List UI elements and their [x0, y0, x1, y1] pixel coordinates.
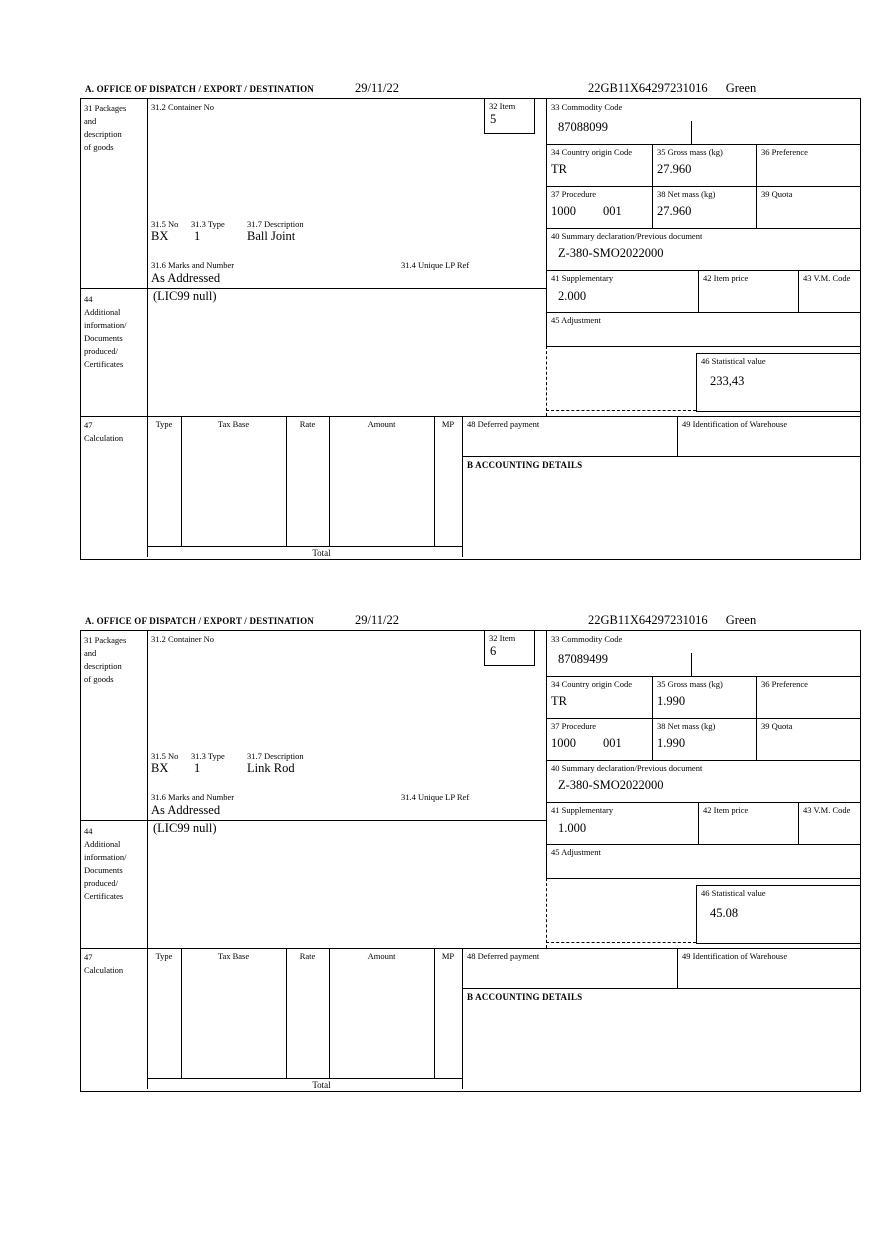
- box34-35-divider: [652, 676, 653, 760]
- box47-label-line: Calculation: [84, 433, 124, 443]
- left-column-divider: [147, 99, 148, 557]
- summary-declaration-label: 40 Summary declaration/Previous document: [551, 763, 703, 773]
- marks-label: 31.6 Marks and Number: [151, 260, 235, 270]
- gross-mass-value: 27.960: [657, 162, 692, 176]
- supplementary-label: 41 Supplementary: [551, 805, 614, 815]
- description-label: 31.7 Description: [247, 219, 304, 229]
- box33-bottom-line: [546, 676, 860, 677]
- box42-43-divider: [798, 270, 799, 312]
- box47-label-line: 47: [84, 420, 93, 430]
- box40-bottom-line: [546, 802, 860, 803]
- table-header-mp: MP: [441, 951, 455, 961]
- box44-label-line: produced/: [84, 346, 118, 356]
- box35-36-divider: [756, 676, 757, 760]
- right-column-divider: [546, 99, 547, 346]
- table-right-border: [462, 948, 463, 1089]
- table-col-divider: [329, 416, 330, 546]
- box44-label: [84, 825, 127, 903]
- mrn-number: 22GB11X64297231016: [588, 613, 708, 627]
- statistical-value: 233,43: [710, 374, 745, 388]
- box47-top-line: [81, 416, 860, 417]
- commodity-code-value: 87089499: [558, 652, 608, 666]
- box31-label-line: 31 Packages: [84, 103, 127, 113]
- box48-bottom-line: [462, 988, 860, 989]
- table-header-mp: MP: [441, 419, 455, 429]
- table-header-amount: Amount: [367, 419, 396, 429]
- package-no-label: 31.5 No: [151, 219, 179, 229]
- box41-42-divider: [698, 802, 699, 844]
- right-column-dashed-divider: [546, 878, 547, 948]
- adjustment-label: 45 Adjustment: [551, 315, 601, 325]
- box44-label-line: produced/: [84, 878, 118, 888]
- procedure-code-value: 1000: [551, 736, 576, 750]
- box31-label-line: and: [84, 116, 97, 126]
- package-code-value: BX: [151, 229, 169, 243]
- box44-top-line: [81, 288, 546, 289]
- goods-description-value: Ball Joint: [247, 229, 296, 243]
- box34-bottom-line: [546, 718, 860, 719]
- preference-label: 36 Preference: [761, 679, 808, 689]
- supplementary-value: 2.000: [558, 289, 587, 303]
- box47-label: [84, 419, 123, 445]
- deferred-payment-label: 48 Deferred payment: [467, 951, 540, 961]
- box44-label-line: information/: [84, 320, 127, 330]
- table-total-label: Total: [312, 548, 331, 558]
- box44-label-line: Documents: [84, 333, 123, 343]
- box31-label-line: description: [84, 129, 122, 139]
- dispatch-date: 29/11/22: [355, 81, 399, 95]
- box44-label-line: Additional: [84, 839, 121, 849]
- box47-label-line: 47: [84, 952, 93, 962]
- box44-label-line: Documents: [84, 865, 123, 875]
- table-header-tax-base: Tax Base: [217, 951, 250, 961]
- warehouse-id-label: 49 Identification of Warehouse: [682, 951, 788, 961]
- unique-lp-ref-label: 31.4 Unique LP Ref: [401, 792, 470, 802]
- box44-label-line: Additional: [84, 307, 121, 317]
- summary-declaration-value: Z-380-SMO2022000: [558, 246, 664, 260]
- table-total-line: [147, 546, 462, 547]
- procedure-code-2-value: 001: [603, 204, 622, 218]
- procedure-label: 37 Procedure: [551, 189, 597, 199]
- dashed-line: [546, 942, 696, 943]
- item-number-value: 6: [490, 644, 497, 658]
- box31-label-line: and: [84, 648, 97, 658]
- box48-49-divider: [677, 416, 678, 456]
- table-col-divider: [286, 416, 287, 546]
- table-right-border: [462, 416, 463, 557]
- table-col-divider: [181, 416, 182, 546]
- box46-statistical-value: [696, 885, 861, 944]
- box31-label: [84, 102, 126, 154]
- preference-label: 36 Preference: [761, 147, 808, 157]
- mrn-number: 22GB11X64297231016: [588, 81, 708, 95]
- unique-lp-ref-label: 31.4 Unique LP Ref: [401, 260, 470, 270]
- net-mass-label: 38 Net mass (kg): [657, 721, 716, 731]
- table-header-rate: Rate: [299, 419, 316, 429]
- table-col-divider: [434, 416, 435, 546]
- item-number-value: 5: [490, 112, 497, 126]
- additional-information-value: (LIC99 null): [153, 289, 217, 303]
- statistical-value-label: 46 Statistical value: [701, 888, 766, 898]
- adjustment-label: 45 Adjustment: [551, 847, 601, 857]
- table-col-divider: [181, 948, 182, 1078]
- box41-bottom-line: [546, 844, 860, 845]
- quota-label: 39 Quota: [761, 721, 793, 731]
- supplementary-value: 1.000: [558, 821, 587, 835]
- country-origin-label: 34 Country origin Code: [551, 679, 632, 689]
- box47-label: [84, 951, 123, 977]
- box33-bottom-line: [546, 144, 860, 145]
- box34-35-divider: [652, 144, 653, 228]
- item-label: 32 Item: [489, 633, 516, 643]
- box31-label-line: of goods: [84, 142, 114, 152]
- box44-label-line: information/: [84, 852, 127, 862]
- form-grid: [80, 630, 861, 1092]
- box35-36-divider: [756, 144, 757, 228]
- dashed-line: [546, 410, 696, 411]
- package-type-label: 31.3 Type: [191, 219, 225, 229]
- table-header-type: Type: [155, 951, 173, 961]
- section-b-title: B ACCOUNTING DETAILS: [467, 992, 583, 1002]
- box41-42-divider: [698, 270, 699, 312]
- gross-mass-value: 1.990: [657, 694, 686, 708]
- statistical-value: 45.08: [710, 906, 739, 920]
- box31-label-line: 31 Packages: [84, 635, 127, 645]
- box44-label: [84, 293, 127, 371]
- box44-label-line: Certificates: [84, 359, 124, 369]
- section-b-title: B ACCOUNTING DETAILS: [467, 460, 583, 470]
- country-origin-value: TR: [551, 694, 567, 708]
- summary-declaration-value: Z-380-SMO2022000: [558, 778, 664, 792]
- procedure-label: 37 Procedure: [551, 721, 597, 731]
- table-total-label: Total: [312, 1080, 331, 1090]
- box47-top-line: [81, 948, 860, 949]
- country-origin-label: 34 Country origin Code: [551, 147, 632, 157]
- box32-item: [484, 631, 535, 666]
- goods-description-value: Link Rod: [247, 761, 295, 775]
- box45-bottom-line: [546, 346, 860, 347]
- table-col-divider: [286, 948, 287, 1078]
- box40-bottom-line: [546, 270, 860, 271]
- net-mass-value: 27.960: [657, 204, 692, 218]
- table-header-amount: Amount: [367, 951, 396, 961]
- marks-value: As Addressed: [151, 803, 221, 817]
- box48-bottom-line: [462, 456, 860, 457]
- commodity-code-label: 33 Commodity Code: [551, 102, 623, 112]
- right-column-divider: [546, 631, 547, 878]
- item-price-label: 42 Item price: [703, 273, 749, 283]
- marks-label: 31.6 Marks and Number: [151, 792, 235, 802]
- box34-bottom-line: [546, 186, 860, 187]
- box31-label-line: of goods: [84, 674, 114, 684]
- declaration-reference: [588, 613, 756, 628]
- box32-item: [484, 99, 535, 134]
- warehouse-id-label: 49 Identification of Warehouse: [682, 419, 788, 429]
- section-a-title: A. OFFICE OF DISPATCH / EXPORT / DESTINATION: [85, 616, 315, 626]
- supplementary-label: 41 Supplementary: [551, 273, 614, 283]
- procedure-code-2-value: 001: [603, 736, 622, 750]
- box31-label-line: description: [84, 661, 122, 671]
- box46-statistical-value: [696, 353, 861, 412]
- container-no-label: 31.2 Container No: [151, 634, 215, 644]
- package-type-label: 31.3 Type: [191, 751, 225, 761]
- package-type-value: 1: [194, 761, 201, 775]
- table-col-divider: [434, 948, 435, 1078]
- box37-bottom-line: [546, 760, 860, 761]
- box44-label-line: Certificates: [84, 891, 124, 901]
- table-header-rate: Rate: [299, 951, 316, 961]
- vm-code-label: 43 V.M. Code: [803, 273, 851, 283]
- additional-information-value: (LIC99 null): [153, 821, 217, 835]
- table-header-tax-base: Tax Base: [217, 419, 250, 429]
- box37-bottom-line: [546, 228, 860, 229]
- form-grid: [80, 98, 861, 560]
- deferred-payment-label: 48 Deferred payment: [467, 419, 540, 429]
- box42-43-divider: [798, 802, 799, 844]
- table-header-type: Type: [155, 419, 173, 429]
- left-column-divider: [147, 631, 148, 1089]
- box31-label: [84, 634, 126, 686]
- item-label: 32 Item: [489, 101, 516, 111]
- route-status: Green: [725, 613, 757, 627]
- summary-declaration-label: 40 Summary declaration/Previous document: [551, 231, 703, 241]
- table-total-line: [147, 1078, 462, 1079]
- container-no-label: 31.2 Container No: [151, 102, 215, 112]
- net-mass-value: 1.990: [657, 736, 686, 750]
- package-no-label: 31.5 No: [151, 751, 179, 761]
- procedure-code-value: 1000: [551, 204, 576, 218]
- package-type-value: 1: [194, 229, 201, 243]
- description-label: 31.7 Description: [247, 751, 304, 761]
- route-status: Green: [725, 81, 757, 95]
- box48-49-divider: [677, 948, 678, 988]
- item-section-1: [80, 80, 861, 560]
- net-mass-label: 38 Net mass (kg): [657, 189, 716, 199]
- commodity-code-value: 87088099: [558, 120, 608, 134]
- gross-mass-label: 35 Gross mass (kg): [657, 679, 723, 689]
- item-section-2: [80, 612, 861, 1092]
- right-column-dashed-divider: [546, 346, 547, 416]
- box44-label-line: 44: [84, 826, 93, 836]
- commodity-code-separator: [691, 121, 692, 144]
- box47-label-line: Calculation: [84, 965, 124, 975]
- country-origin-value: TR: [551, 162, 567, 176]
- declaration-reference: [588, 81, 756, 96]
- package-code-value: BX: [151, 761, 169, 775]
- commodity-code-separator: [691, 653, 692, 676]
- quota-label: 39 Quota: [761, 189, 793, 199]
- gross-mass-label: 35 Gross mass (kg): [657, 147, 723, 157]
- item-price-label: 42 Item price: [703, 805, 749, 815]
- box41-bottom-line: [546, 312, 860, 313]
- box45-bottom-line: [546, 878, 860, 879]
- section-a-title: A. OFFICE OF DISPATCH / EXPORT / DESTINATION: [85, 84, 315, 94]
- vm-code-label: 43 V.M. Code: [803, 805, 851, 815]
- box44-top-line: [81, 820, 546, 821]
- commodity-code-label: 33 Commodity Code: [551, 634, 623, 644]
- dispatch-date: 29/11/22: [355, 613, 399, 627]
- box44-label-line: 44: [84, 294, 93, 304]
- marks-value: As Addressed: [151, 271, 221, 285]
- statistical-value-label: 46 Statistical value: [701, 356, 766, 366]
- table-col-divider: [329, 948, 330, 1078]
